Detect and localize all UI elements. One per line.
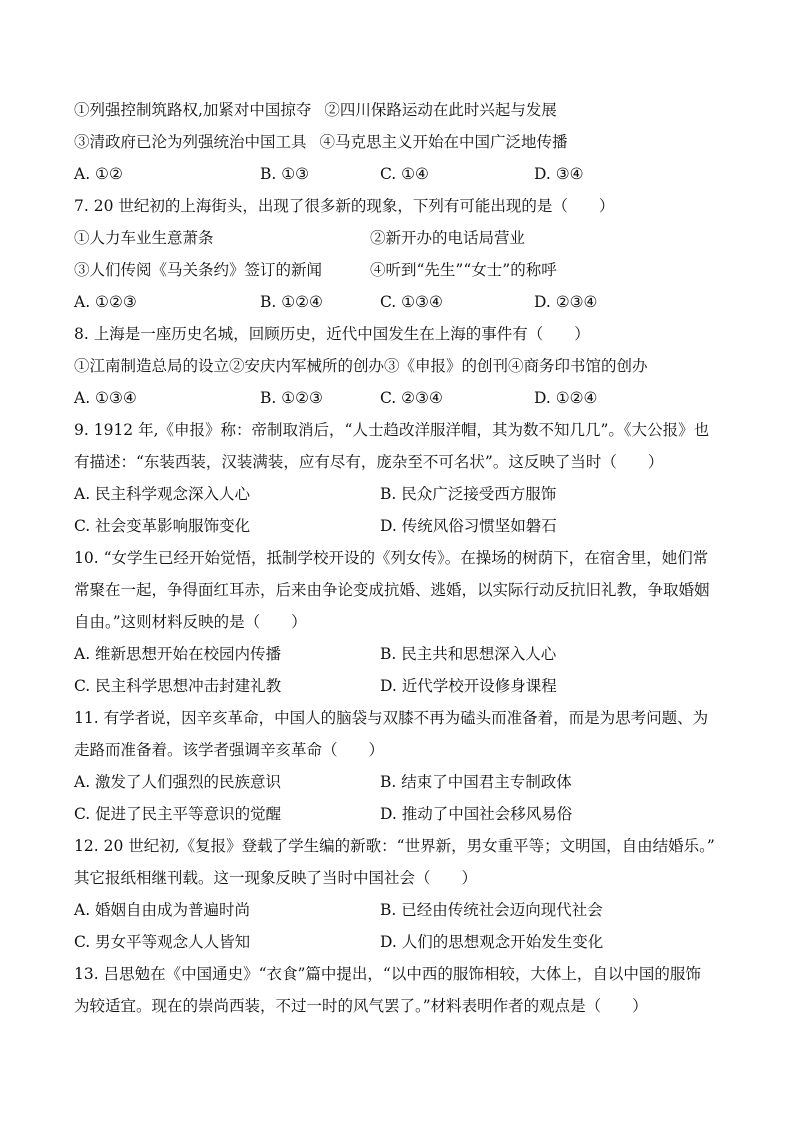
q10-option-b: B. 民主共和思想深入人心 bbox=[380, 645, 557, 663]
q6-statement-4: ④马克思主义开始在中国广泛地传播 bbox=[319, 133, 568, 151]
q6-statements-row1 bbox=[74, 100, 557, 120]
q13-stem-line2: 为较适宜。现在的崇尚西装，不过一时的风气罢了。”材料表明作者的观点是（ ） bbox=[74, 997, 648, 1015]
q6-statements-row2 bbox=[74, 132, 567, 152]
q11-option-c: C. 促进了民主平等意识的觉醒 bbox=[74, 805, 282, 823]
q12-stem-line2: 其它报纸相继刊载。这一现象反映了当时中国社会（ ） bbox=[74, 869, 478, 887]
q8-option-b: B. ①②③ bbox=[260, 389, 323, 407]
q11-option-b: B. 结束了中国君主专制政体 bbox=[380, 773, 572, 791]
q6-statement-3: ③清政府已沦为列强统治中国工具 bbox=[74, 133, 307, 151]
q7-option-a: A. ①②③ bbox=[74, 293, 137, 311]
q7-option-c: C. ①③④ bbox=[380, 293, 443, 311]
q10-stem-line2: 常聚在一起，争得面红耳赤，后来由争论变成抗婚、逃婚，以实际行动反抗旧礼教，争取婚姻 bbox=[74, 581, 710, 599]
q6-option-a: A. ①② bbox=[74, 165, 123, 183]
q10-option-a: A. 维新思想开始在校园内传播 bbox=[74, 645, 282, 663]
q6-option-b: B. ①③ bbox=[260, 165, 310, 183]
q10-option-c: C. 民主科学思想冲击封建礼教 bbox=[74, 677, 282, 695]
q6-option-c: C. ①④ bbox=[380, 165, 429, 183]
q8-stem: 8. 上海是一座历史名城，回顾历史，近代中国发生在上海的事件有（ ） bbox=[74, 325, 590, 343]
q11-option-d: D. 推动了中国社会移风易俗 bbox=[380, 805, 573, 823]
q9-option-a: A. 民主科学观念深入人心 bbox=[74, 485, 251, 503]
q8-option-c: C. ②③④ bbox=[380, 389, 443, 407]
q7-statement-3: ③人们传阅《马关条约》签订的新闻 bbox=[74, 261, 323, 279]
q12-option-d: D. 人们的思想观念开始发生变化 bbox=[380, 933, 604, 951]
q10-stem-line1: 10. “女学生已经开始觉悟，抵制学校开设的《列女传》。在操场的树荫下，在宿舍里，她们常 bbox=[74, 549, 709, 567]
q10-stem-line3: 自由。”这则材料反映的是（ ） bbox=[74, 613, 307, 631]
q12-option-b: B. 已经由传统社会迈向现代社会 bbox=[380, 901, 603, 919]
q7-stem: 7. 20 世纪初的上海街头，出现了很多新的现象，下列有可能出现的是（ ） bbox=[74, 197, 615, 215]
q7-option-d: D. ②③④ bbox=[534, 293, 598, 311]
q10-option-d: D. 近代学校开设修身课程 bbox=[380, 677, 557, 695]
q7-statement-2: ②新开办的电话局营业 bbox=[370, 229, 526, 247]
q9-option-c: C. 社会变革影响服饰变化 bbox=[74, 517, 251, 535]
q11-stem-line2: 走路而准备着。该学者强调辛亥革命（ ） bbox=[74, 741, 385, 759]
q6-option-d: D. ③④ bbox=[534, 165, 584, 183]
q12-option-c: C. 男女平等观念人人皆知 bbox=[74, 933, 251, 951]
q9-option-d: D. 传统风俗习惯坚如磐石 bbox=[380, 517, 557, 535]
q6-statement-1: ①列强控制筑路权,加紧对中国掠夺 bbox=[74, 101, 312, 119]
q9-stem-line1: 9. 1912 年,《申报》称：帝制取消后，“人士趋改洋服洋帽，其为数不知几几”。《大公报》也 bbox=[74, 421, 710, 439]
q9-stem-line2: 有描述：“东装西装，汉装满装，应有尽有，庞杂至不可名状”。这反映了当时（ ） bbox=[74, 453, 664, 471]
q12-option-a: A. 婚姻自由成为普遍时尚 bbox=[74, 901, 251, 919]
q8-option-a: A. ①③④ bbox=[74, 389, 137, 407]
q7-option-b: B. ①②④ bbox=[260, 293, 323, 311]
q13-stem-line1: 13. 吕思勉在《中国通史》“衣食”篇中提出，“以中西的服饰相较，大体上，自以中国的服饰 bbox=[74, 965, 701, 983]
q6-statement-2: ②四川保路运动在此时兴起与发展 bbox=[324, 101, 557, 119]
q9-option-b: B. 民众广泛接受西方服饰 bbox=[380, 485, 557, 503]
q12-stem-line1: 12. 20 世纪初,《复报》登载了学生编的新歌：“世界新，男女重平等；文明国，自由结婚乐。” bbox=[74, 837, 715, 855]
q8-statements: ①江南制造总局的设立②安庆内军械所的创办③《申报》的创刊④商务印书馆的创办 bbox=[74, 357, 648, 375]
q8-option-d: D. ①②④ bbox=[534, 389, 598, 407]
q7-statement-1: ①人力车业生意萧条 bbox=[74, 229, 214, 247]
q11-option-a: A. 激发了人们强烈的民族意识 bbox=[74, 773, 282, 791]
q7-statement-4: ④听到“先生”“女士”的称呼 bbox=[370, 261, 557, 279]
q11-stem-line1: 11. 有学者说，因辛亥革命，中国人的脑袋与双膝不再为磕头而准备着，而是为思考问题、为 bbox=[74, 709, 709, 727]
